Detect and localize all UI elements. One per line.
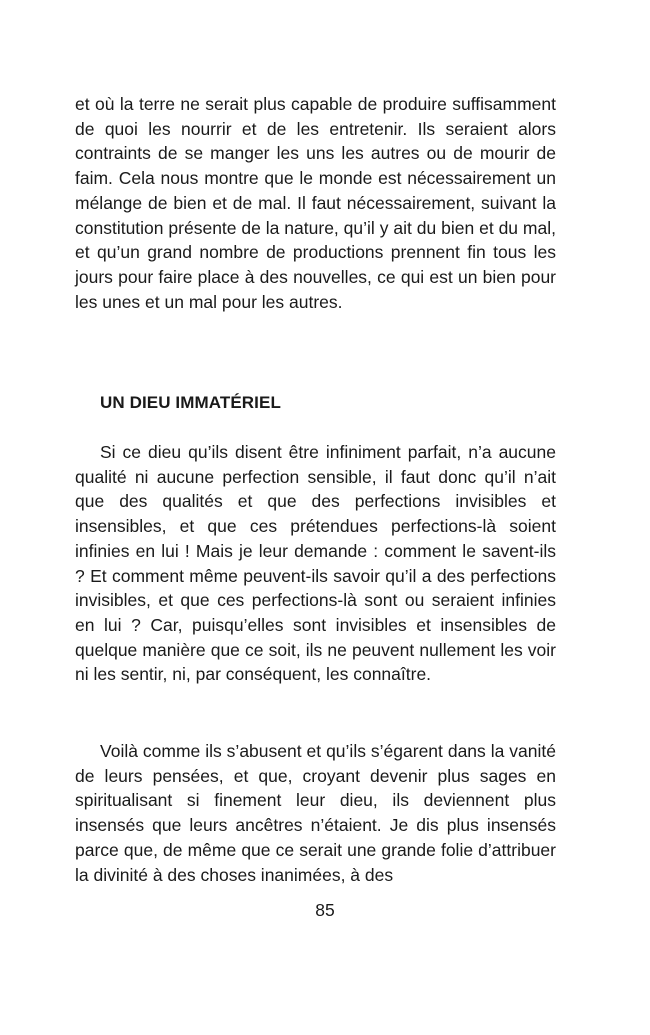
- paragraph: [75, 739, 556, 887]
- paragraph-text: et où la terre ne serait plus capable de produire suffisamment de quoi les nourrir et de les entretenir. Ils seraient alors contraints de se manger les uns les autres ou de mourir de faim. Cela nous montre que le monde est nécessairement un mélange de bien et de mal. Il faut nécessairement, suivant la constitution présente de la nature, qu’il y ait du bien et du mal, et qu’un grand nombre de productions prennent fin tous les jours pour faire place à des nouvelles, ce qui est un bien pour les unes et un mal pour les autres.: [75, 94, 556, 312]
- paragraph: [75, 440, 556, 687]
- section-heading: UN DIEU IMMATÉRIEL: [100, 393, 281, 412]
- page-number: 85: [315, 900, 335, 920]
- paragraph-text: Voilà comme ils s’abusent et qu’ils s’égarent dans la vanité de leurs pensées, et que, croyant devenir plus sages en spiritualisant si finement leur dieu, ils deviennent plus insensés que leurs ancêtres n’étaient. Je dis plus insensés parce que, de même que ce serait une grande folie d’attribuer la divinité à des choses inanimées, à des: [75, 741, 556, 885]
- paragraph-text: Si ce dieu qu’ils disent être infiniment parfait, n’a aucune qualité ni aucune perfection sensible, il faut donc qu’il n’ait que des qualités et que des perfections invisibles et insensibles, et que ces prétendues perfections-là soient infinies en lui ! Mais je leur demande : comment le savent-ils ? Et comment même peuvent-ils savoir qu’il a des perfections invisibles, et que ces perfections-là sont ou seraient infinies en lui ? Car, puisqu’elles sont invisibles et insensibles de quelque manière que ce soit, ils ne peuvent nullement les voir ni les sentir, ni, par conséquent, les connaître.: [75, 442, 556, 685]
- paragraph-continued: [75, 92, 556, 314]
